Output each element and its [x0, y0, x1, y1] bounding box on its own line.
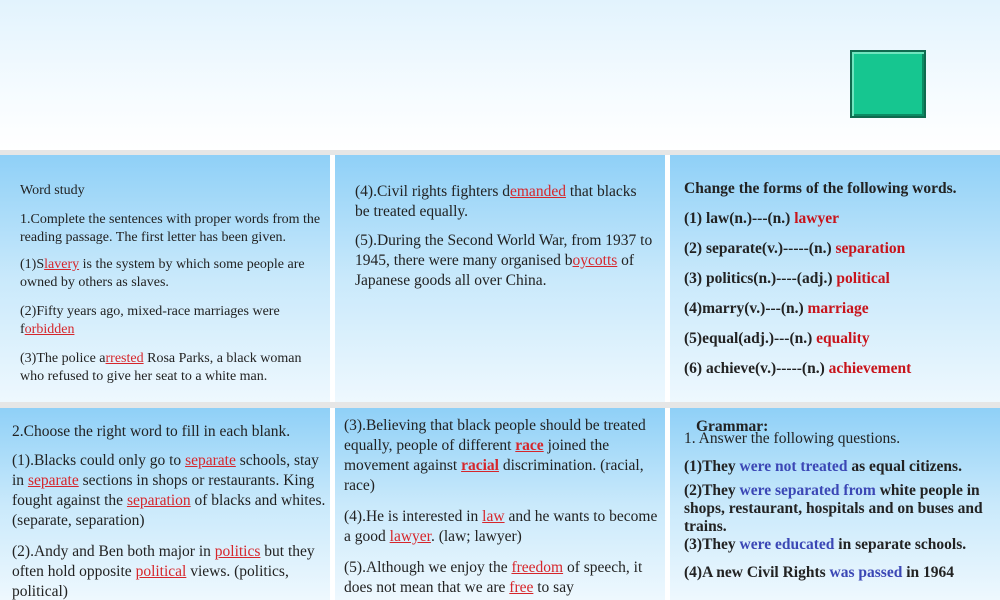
text: (1) law(n.)---(n.) [684, 210, 795, 227]
form-row [684, 269, 994, 289]
answer-row [684, 482, 996, 536]
text: (4)marry(v.)---(n.) [684, 300, 808, 317]
panel-word-study-continued [335, 155, 665, 402]
text: (4).Civil rights fighters d [355, 183, 510, 200]
answer: lawyer [389, 528, 431, 545]
form-row [684, 209, 994, 229]
answer: emanded [510, 183, 566, 200]
text: (3) politics(n.)----(adj.) [684, 270, 837, 287]
answer: politics [214, 543, 261, 560]
answer: marriage [807, 300, 869, 317]
text: discrimination. (racial, race) [344, 457, 644, 494]
text: to say [533, 579, 574, 596]
answer: political [836, 270, 890, 287]
answer-row [684, 564, 996, 582]
instruction: 1. Answer the following questions. [684, 430, 901, 447]
answer: free [509, 579, 534, 596]
verb-phrase: were separated from [739, 482, 876, 499]
text: but they often hold opposite [12, 543, 315, 580]
form-row [684, 239, 994, 259]
answer: racial [461, 457, 499, 474]
answer: achievement [828, 360, 912, 377]
text: (6) achieve(v.)-----(n.) [684, 360, 829, 377]
panel-title: Grammar: [696, 418, 769, 435]
question-2 [20, 303, 326, 339]
answer: freedom [511, 559, 564, 576]
question-2 [12, 542, 326, 600]
text: of blacks and whites. (separate, separation) [12, 492, 326, 529]
answer-row [684, 458, 996, 476]
form-row [684, 299, 994, 319]
question-1 [12, 451, 326, 531]
text: (1).Blacks could only go to [12, 452, 186, 469]
text: (3)They [684, 536, 740, 553]
text: schools, stay in [12, 452, 319, 489]
panel-title: 2.Choose the right word to fill in each blank. [12, 423, 291, 440]
text: (2).Andy and Ben both major in [12, 543, 215, 560]
text: white people in shops, restaurant, hospitals and on buses and trains. [684, 482, 983, 535]
form-row [684, 329, 994, 349]
panel-word-forms [670, 155, 1000, 402]
panel-grammar [670, 408, 1000, 600]
answer: separation [126, 492, 191, 509]
panel-choose-word [0, 408, 330, 600]
text: (5).Although we enjoy the [344, 559, 512, 576]
text: (5)equal(adj.)---(n.) [684, 330, 817, 347]
text: in 1964 [902, 564, 955, 581]
answer: separate [27, 472, 79, 489]
text: (3)The police a [20, 351, 106, 366]
instruction: 1.Complete the sentences with proper words from the reading passage. The first letter has been given. [20, 212, 321, 245]
verb-phrase: were educated [739, 536, 835, 553]
answer: separate [185, 452, 236, 469]
answer: law [482, 508, 505, 525]
question-4 [344, 507, 659, 547]
answer: political [135, 563, 187, 580]
question-4 [355, 182, 655, 222]
text: . (law; lawyer) [430, 528, 522, 545]
question-1 [20, 256, 326, 292]
text: (2) separate(v.)-----(n.) [684, 240, 836, 257]
question-5 [344, 558, 659, 598]
text: of speech, it does not mean that we are [344, 559, 643, 596]
panel-word-study [0, 155, 330, 402]
text: (5).During the Second World War, from 1937 to 1945, there were many organised b [355, 232, 653, 269]
question-3 [344, 416, 659, 496]
text: and he wants to become a good [344, 508, 658, 545]
text: sections in shops or restaurants. King fought against the [12, 472, 315, 509]
answer: lawyer [794, 210, 839, 227]
panel-title: Word study [20, 183, 85, 198]
text: as equal citizens. [847, 458, 962, 475]
text: joined the movement against [344, 437, 610, 474]
form-row [684, 359, 994, 379]
text: (3).Believing that black people should be treated equally, people of different [344, 417, 646, 454]
text: (4)A new Civil Rights [684, 564, 830, 581]
text: (2)They [684, 482, 740, 499]
question-3 [20, 350, 326, 386]
text: (2)Fifty years ago, mixed-race marriages were f [20, 304, 280, 337]
verb-phrase: was passed [829, 564, 903, 581]
text: that blacks be treated equally. [355, 183, 637, 220]
slide-header [0, 0, 1000, 150]
answer: oycotts [572, 252, 618, 269]
question-5 [355, 231, 655, 291]
panel-title: Change the forms of the following words. [684, 180, 957, 197]
panel-choose-word-continued [335, 408, 665, 600]
answer: orbidden [24, 322, 75, 337]
verb-phrase: were not treated [739, 458, 848, 475]
text: views. (politics, political) [12, 563, 289, 600]
answer-row [684, 536, 996, 554]
answer: rrested [105, 351, 144, 366]
text: (1)They [684, 458, 740, 475]
text: in separate schools. [834, 536, 967, 553]
text: of Japanese goods all over China. [355, 252, 635, 289]
text: (1)S [20, 257, 45, 272]
answer: separation [835, 240, 906, 257]
answer: equality [816, 330, 870, 347]
answer: lavery [44, 257, 80, 272]
green-action-button[interactable] [850, 50, 926, 118]
text: Rosa Parks, a black woman who refused to give her seat to a white man. [20, 351, 302, 384]
text: (4).He is interested in [344, 508, 483, 525]
text: is the system by which some people are owned by others as slaves. [20, 257, 305, 290]
answer: race [515, 437, 544, 454]
